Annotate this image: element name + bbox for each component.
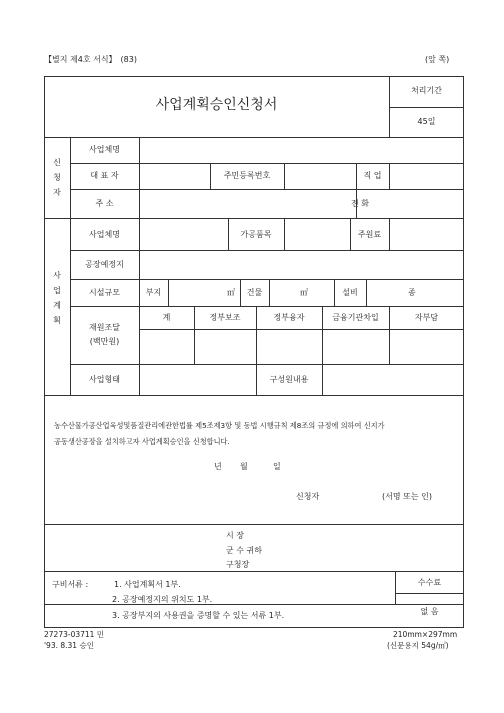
raw-material-label: 주원료 bbox=[357, 230, 382, 239]
resident-number-label: 주민등록번호 bbox=[223, 171, 271, 180]
docs-item-3: 3. 공장부지의 사용권을 증명할 수 있는 서류 1부. bbox=[112, 611, 285, 620]
representative-label: 대 표 자 bbox=[90, 171, 119, 180]
funding-col-bank-loan: 금융기관차입 bbox=[332, 313, 379, 322]
addressee-governor: 군 수 귀하 bbox=[226, 546, 262, 555]
form-label: 【별지 제4호 서식】 (83) bbox=[44, 55, 137, 64]
page-side: (앞 쪽) bbox=[425, 55, 450, 64]
funding-label: 재원조달 bbox=[89, 323, 120, 332]
building-label: 건물 bbox=[246, 288, 263, 297]
footer-size: 210mm×297mm bbox=[393, 630, 458, 639]
applicant-section-label: 신청자 bbox=[53, 158, 61, 197]
site-label: 부지 bbox=[145, 288, 162, 297]
phone-label: 전 화 bbox=[351, 199, 369, 208]
statement-line-2: 공동생산공장을 설치하고자 사업계획승인을 신청합니다. bbox=[54, 437, 230, 446]
docs-item-2: 2. 공장예정지의 위치도 1부. bbox=[112, 595, 213, 604]
funding-col-total: 계 bbox=[162, 313, 171, 322]
page-title: 사업계획승인신청서 bbox=[155, 97, 278, 113]
building-unit: ㎡ bbox=[300, 288, 308, 297]
occupation-label: 직 업 bbox=[363, 171, 382, 180]
processed-item-label: 가공품목 bbox=[240, 230, 272, 239]
funding-col-gov-subsidy: 정부보조 bbox=[209, 313, 241, 322]
address-label: 주 소 bbox=[95, 199, 114, 208]
equipment-unit: 종 bbox=[408, 288, 416, 297]
signature-label: 신청자 bbox=[296, 492, 320, 501]
funding-unit: (백만원) bbox=[89, 337, 120, 346]
plan-business-name-label: 사업체명 bbox=[89, 230, 120, 239]
date-year: 년 bbox=[214, 462, 222, 471]
facility-scale-label: 시설규모 bbox=[89, 288, 120, 297]
footer-approval: '93. 8.31 승인 bbox=[44, 641, 94, 650]
processing-label: 처리기간 bbox=[411, 86, 442, 95]
funding-col-self: 자부담 bbox=[414, 313, 439, 322]
site-unit: ㎡ bbox=[227, 288, 235, 297]
fee-label: 수수료 bbox=[417, 578, 442, 587]
footer-code: 27273-03711 민 bbox=[44, 630, 105, 639]
plan-section-label: 사업계획 bbox=[53, 271, 61, 325]
footer-paper: (신문용지 54g/㎡) bbox=[387, 641, 449, 650]
composition-label: 구성원내용 bbox=[269, 375, 309, 384]
applicant-business-name-label: 사업체명 bbox=[89, 145, 120, 154]
docs-label: 구비서류 : bbox=[52, 580, 89, 589]
docs-item-1: 1. 사업계획서 1부. bbox=[114, 580, 181, 589]
date-day: 일 bbox=[273, 462, 281, 471]
addressee-district: 구청장 bbox=[226, 560, 250, 569]
business-type-label: 사업형태 bbox=[89, 375, 120, 384]
signature-note: (서명 또는 인) bbox=[382, 492, 432, 501]
factory-site-label: 공장예정지 bbox=[85, 260, 124, 269]
funding-col-gov-loan: 정부융자 bbox=[273, 313, 305, 322]
date-month: 월 bbox=[240, 462, 248, 471]
equipment-label: 설비 bbox=[342, 288, 358, 297]
addressee-mayor: 시 장 bbox=[226, 531, 244, 540]
processing-value: 45일 bbox=[417, 117, 436, 126]
fee-value: 없 음 bbox=[420, 607, 439, 616]
statement-line-1: 농수산물가공산업육성및품질관리에관한법률 제5조제3항 및 동법 시행규칙 제8조의 규정에 의하여 신지가 bbox=[54, 421, 385, 430]
